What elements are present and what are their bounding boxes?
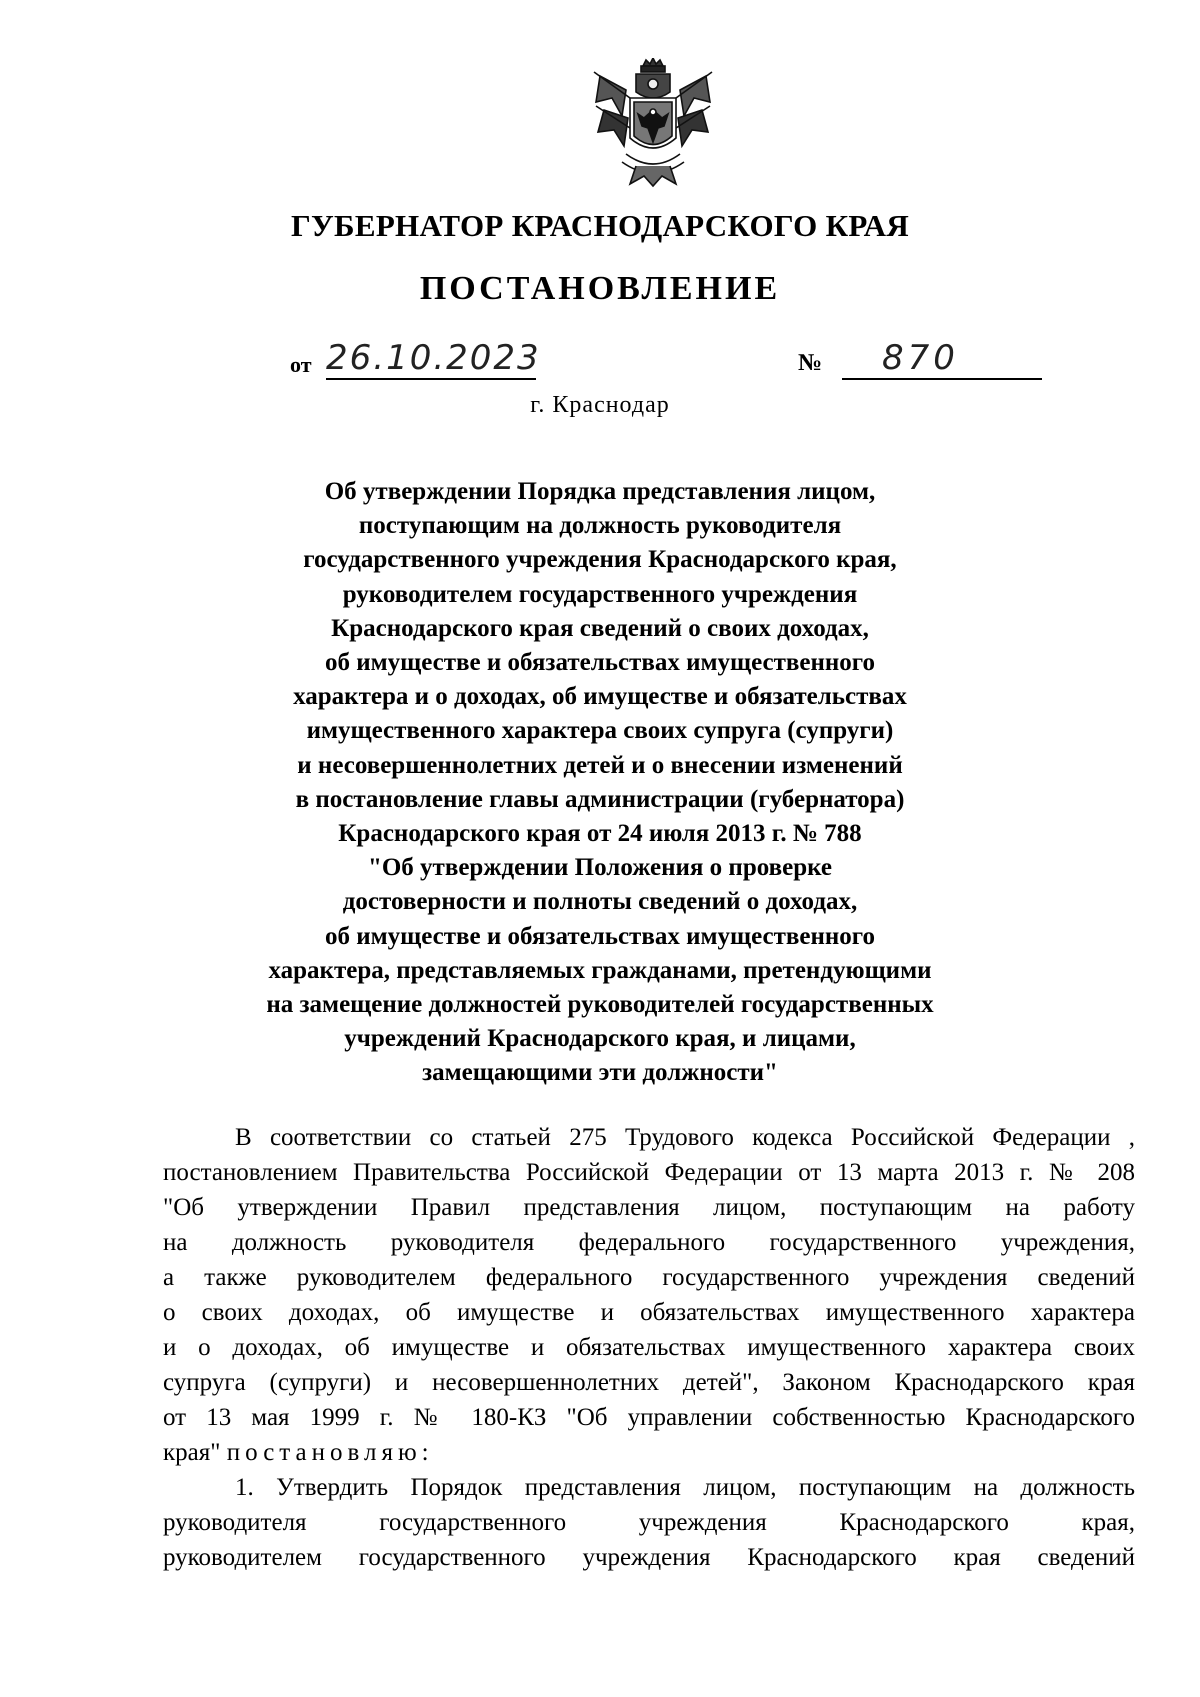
body-line: на должность руководителя федерального государственного учреждения, [163,1229,1135,1256]
issuing-authority: ГУБЕРНАТОР КРАСНОДАРСКОГО КРАЯ [290,208,910,243]
body-line: руководителя государственного учреждения Краснодарского края, [163,1509,1135,1536]
title-line: Краснодарского края от 24 июля 2013 г. № 788 [338,820,862,848]
title-line: поступающим на должность руководителя [358,512,842,540]
body-line: от 13 мая 1999 г. № 180-КЗ "Об управлении собственностью Краснодарского [163,1404,1135,1431]
date-prefix: от [290,352,312,377]
body-line [163,1435,1135,1470]
title-line: достоверности и полноты сведений о доходах, [342,888,858,916]
title-line: учреждений Краснодарского края, и лицами, [344,1025,856,1053]
title-line: государственного учреждения Краснодарского края, [303,546,897,574]
title-line: замещающими эти должности" [422,1059,778,1087]
title-line: характера и о доходах, об имуществе и обязательствах [293,683,907,711]
city: г. Краснодар [530,392,670,418]
number-sign: № [798,350,823,376]
title-line: в постановление главы администрации (губернатора) [295,785,905,813]
document-body [163,1120,1135,1575]
title-line: руководителем государственного учреждения [342,580,858,608]
document-number: 870 [842,338,1042,380]
body-text: края" [163,1439,227,1466]
body-line: а также руководителем федерального государственного учреждения сведений [163,1264,1135,1291]
title-line: Краснодарского края сведений о своих доходах, [331,614,869,642]
title-line: "Об утверждении Положения о проверке [367,854,832,882]
body-line: о своих доходах, об имуществе и обязательствах имущественного характера [163,1299,1135,1326]
document-title [150,475,1050,1091]
body-line: 1. Утвердить Порядок представления лицом, поступающим на должность [235,1474,1135,1501]
resolution-word: постановляю: [226,1439,434,1466]
date-number-line [290,338,1040,384]
title-line: имущественного характера своих супруга (супруги) [306,717,894,745]
body-line: супруга (супруги) и несовершеннолетних детей", Законом Краснодарского края [163,1369,1135,1396]
title-line: характера, представляемых гражданами, претендующими [268,956,932,984]
body-line: В соответствии со статьей 275 Трудового кодекса Российской Федерации , [235,1124,1135,1151]
title-line: об имуществе и обязательствах имущественного [324,922,876,950]
body-line: руководителем государственного учреждения Краснодарского края сведений [163,1544,1135,1571]
coat-of-arms-icon [586,58,720,190]
title-line: Об утверждении Порядка представления лицом, [324,478,876,505]
title-line: и несовершеннолетних детей и о внесении изменений [297,751,903,779]
body-line: постановлением Правительства Российской Федерации от 13 марта 2013 г. № 208 [163,1159,1135,1186]
title-line: об имуществе и обязательствах имущественного [324,649,876,677]
document-type: ПОСТАНОВЛЕНИЕ [419,270,781,307]
body-line: и о доходах, об имуществе и обязательствах имущественного характера своих [163,1334,1135,1361]
title-line: на замещение должностей руководителей государственных [266,991,934,1019]
document-date: 26.10.2023 [326,338,541,378]
body-line: "Об утверждении Правил представления лицом, поступающим на работу [163,1194,1135,1221]
